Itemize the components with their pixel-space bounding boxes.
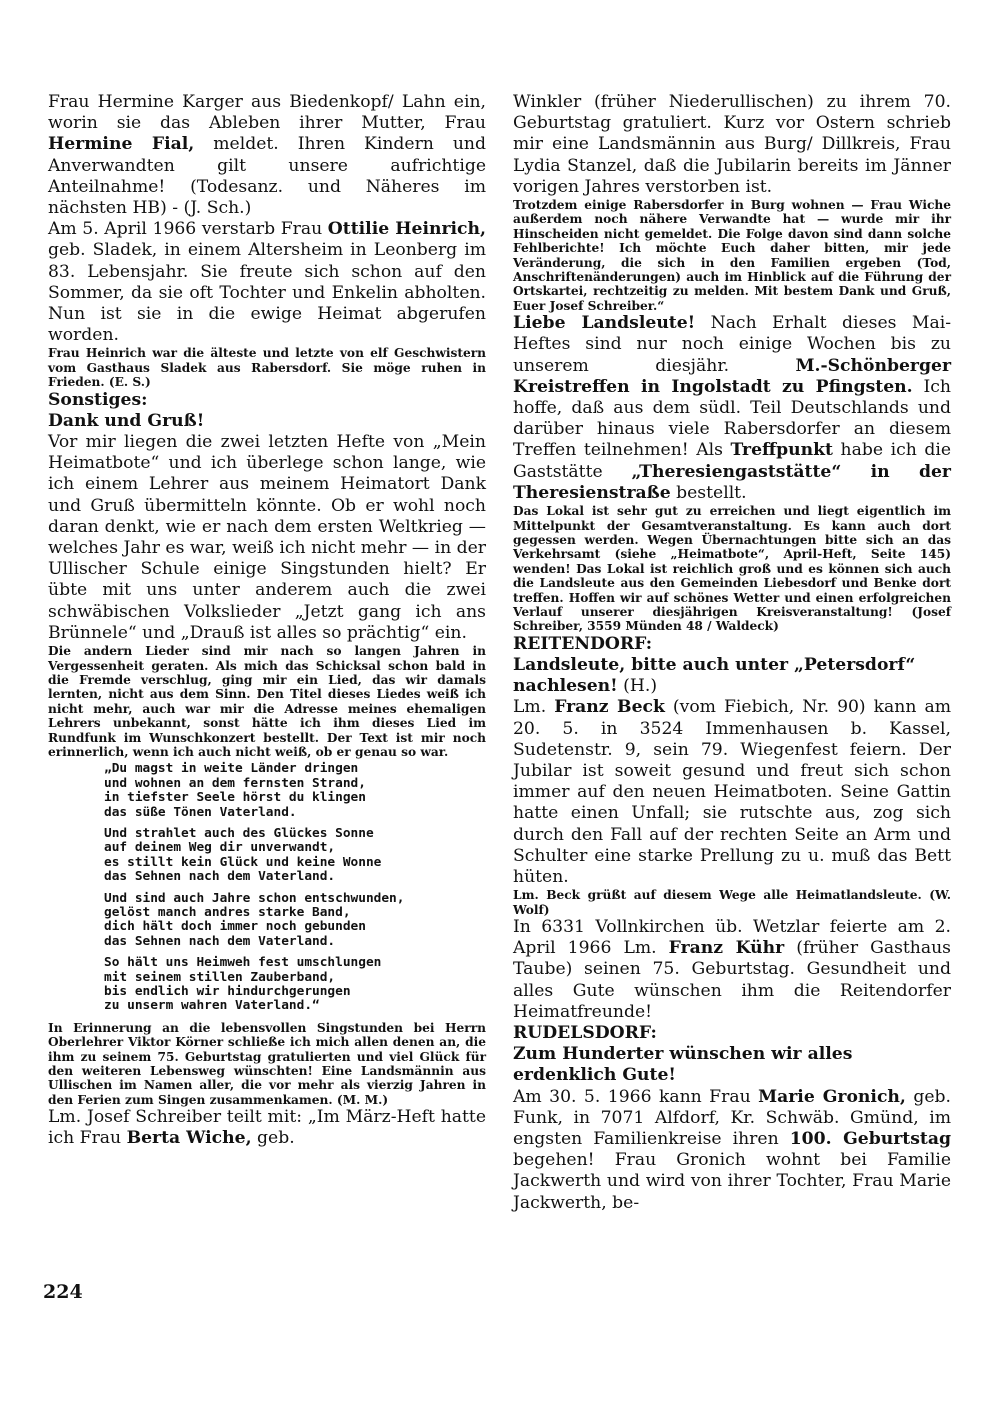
beck-paragraph: Lm. Franz Beck (vom Fiebich, Nr. 90) kann am 20. 5. in 3524 Immenhausen b. Kassel, Sudetenstr. 9, sein 79. Wiegenfest feiern. Der Jubilar ist soweit gesund und freut sich schon immer auf den neuen Heimatboten. Seine Gattin hatte einen Unfall; sie rutschte aus, zog sich durch den Fall auf der rechten Seite an Arm und Schulter eine starke Prellung zu u. muß das Bett hüten.	[513, 697, 951, 887]
section-heading-rudelsdorf: RUDELSDORF:	[513, 1023, 657, 1044]
kreistreffen-paragraph: Liebe Landsleute! Nach Erhalt dieses Mai-Heftes sind nur noch einige Wochen bis zu unserem diesjähr. M.-Schönberger Kreistreffen in Ingolstadt zu Pfingsten. Ich hoffe, daß aus dem südl. Teil Deutschlands und darüber hinaus viele Rabersdorfer an diesem Treffen teilnehmen! Als Treffpunkt habe ich die Gaststätte „Theresiengaststätte“ in der Theresienstraße bestellt.	[513, 313, 952, 503]
beck-note: Lm. Beck grüßt auf diesem Wege alle Heimatlandsleute. (W. Wolf)	[513, 888, 951, 917]
poem-stanza: „Du magst in weite Länder dringen und wohnen an dem fernsten Strand, in tiefster Seele hörst du klingen das süße Tönen Vaterland.	[104, 761, 366, 820]
right-column	[513, 92, 951, 1214]
winkler-paragraph: Winkler (früher Niederullischen) zu ihrem 70. Geburtstag gratuliert. Kurz vor Ostern schrieb mir eine Landsmännin aus Burg/ Dillkreis, Frau Lydia Stanzel, daß die Jubilarin bereits im Jänner vorigen Jahres verstorben ist.	[513, 92, 951, 197]
left-column	[48, 92, 486, 1150]
lieder-paragraph: Die andern Lieder sind mir nach so langen Jahren in Vergessenheit geraten. Als mich das Schicksal schon bald in die Fremde verschlug, ging mir ein Lied, das wir damals lernten, nicht aus dem Sinn. Den Titel dieses Liedes weiß ich nicht mehr, auch war mir die Adresse meines ehemaligen Lehrers unbekannt, sonst hätte ich ihm dieses Lied im Rundfunk im Wunschkonzert bestellt. Der Text ist mir noch erinnerlich, wenn ich auch nicht weiß, ob er genau so war.	[48, 644, 486, 759]
dank-paragraph: Vor mir liegen die zwei letzten Hefte von „Mein Heimatbote“ und ich überlege schon lange, wie ich einem Lehrer aus meinem Heimatort Dank und Gruß übermitteln könnte. Ob er wohl noch daran denkt, wie er nach dem ersten Weltkrieg — welches Jahr es war, weiß ich nicht mehr — in der Ullischer Schule einige Singstunden hielt? Er übte mit uns unter anderem auch die zwei schwäbischen Volkslieder „Jetzt gang ich ans Brünnele“ und „Drauß ist alles so prächtig“ ein.	[48, 432, 486, 643]
kuehr-paragraph: In 6331 Vollnkirchen üb. Wetzlar feierte am 2. April 1966 Lm. Franz Kühr (früher Gasthaus Taube) seinen 75. Geburtstag. Gesundheit und alles Gute wünschen ihm die Reitendorfer Heimatfreunde!	[513, 917, 952, 1022]
poem-stanza: Und strahlet auch des Glückes Sonne auf deinem Weg dir unverwandt, es stillt kein Glück und keine Wonne das Sehnen nach dem Vaterland.	[104, 825, 382, 885]
karger-notice: Frau Hermine Karger aus Biedenkopf/ Lahn ein, worin sie das Ableben ihrer Mutter, Frau Hermine Fial, meldet. Ihren Kindern und Anverwandten gilt unsere aufrichtige Anteilnahme! (Todesanz. und Näheres im nächsten HB) - (J. Sch.)	[48, 92, 486, 219]
heinrich-note: Frau Heinrich war die älteste und letzte von elf Geschwistern vom Gasthaus Sladek aus Rabersdorf. Sie möge ruhen in Frieden. (E. S.)	[48, 346, 486, 390]
article-heading-hunderter: Zum Hunderter wünschen wir alles erdenklich Gute!	[513, 1044, 853, 1086]
section-heading-reitendorf: REITENDORF:	[513, 633, 653, 654]
schreiber-paragraph: Lm. Josef Schreiber teilt mit: „Im März-Heft hatte ich Frau Berta Wiche, geb.	[48, 1107, 486, 1149]
section-heading-sonstiges: Sonstiges:	[48, 389, 148, 410]
page-number: 224	[43, 1281, 83, 1303]
article-heading-dank: Dank und Gruß!	[48, 410, 205, 431]
gronich-paragraph: Am 30. 5. 1966 kann Frau Marie Gronich, geb. Funk, in 7071 Alfdorf, Kr. Schwäb. Gmünd, im engsten Familienkreise ihren 100. Geburtstag begehen! Frau Gronich wohnt bei Familie Jackwerth und wird von ihrer Tochter, Frau Marie Jackwerth, be-	[513, 1086, 951, 1213]
article-heading-petersdorf: Landsleute, bitte auch unter „Petersdorf“ nachlesen! (H.)	[513, 654, 916, 697]
koerner-paragraph: In Erinnerung an die lebensvollen Singstunden bei Herrn Oberlehrer Viktor Körner schließe ich mich allen denen an, die ihm zu seinem 75. Geburtstag gratulierten und viel Glück für den weiteren Lebensweg wünschten! Eine Landsmännin aus Ullischen im Namen aller, die vor mehr als vierzig Jahren in den Ferien zum Singen zusammenkamen. (M. M.)	[48, 1020, 486, 1107]
heinrich-obituary: Am 5. April 1966 verstarb Frau Ottilie Heinrich, geb. Sladek, in einem Altersheim in Leonberg im 83. Lebensjahr. Sie freute sich schon auf den Sommer, da sie oft Tochter und Enkelin abholten. Nun ist sie in die ewige Heimat abgerufen worden.	[48, 219, 486, 346]
poem	[104, 762, 486, 1014]
lokal-note: Das Lokal ist sehr gut zu erreichen und liegt eigentlich im Mittelpunkt der Gesamtveranstaltung. Es kann auch dort gegessen werden. Wegen Übernachtungen bitte sich an das Verkehrsamt (siehe „Heimatbote“, April-Heft, Seite 145) wenden! Das Lokal ist reichlich groß und es können sich auch die Landsleute aus den Gemeinden Liebesdorf und Benke dort treffen. Hoffen wir auf schönes Wetter und einen erfolgreichen Verlauf unserer diesjährigen Kreisveranstaltung! (Josef Schreiber, 3559 Münden 48 / Waldeck)	[513, 504, 951, 634]
correction-note: Trotzdem einige Rabersdorfer in Burg wohnen — Frau Wiche außerdem noch nähere Verwandte hat — wurde mir ihr Hinscheiden nicht gemeldet. Die Folge davon sind dann solche Fehlberichte! Ich möchte Euch daher bitten, mir jede Veränderung, die sich in den Familien ergeben (Tod, Anschriftenänderungen) auch im Hinblick auf die Führung der Ortskartei, rechtzeitig zu melden. Mit bestem Dank und Gruß, Euer Josef Schreiber.“	[513, 198, 951, 313]
poem-stanza: So hält uns Heimweh fest umschlungen mit seinem stillen Zauberband, bis endlich wir hindurchgerungen zu unserm wahren Vaterland.“	[104, 955, 382, 1014]
poem-stanza: Und sind auch Jahre schon entschwunden, gelöst manch andres starke Band, dich hält doch immer noch gebunden das Sehnen nach dem Vaterland.	[104, 890, 405, 949]
